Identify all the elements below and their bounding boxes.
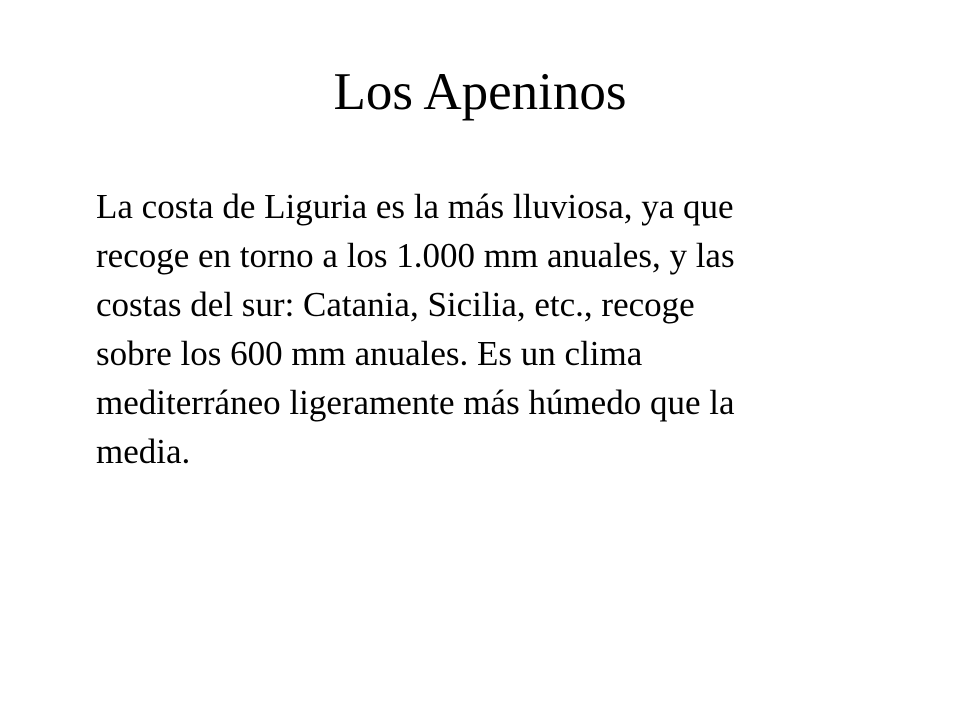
body-line: media. [96, 432, 191, 471]
slide-body-text [96, 182, 896, 476]
slide-title: Los Apeninos [333, 63, 627, 121]
body-line: sobre los 600 mm anuales. Es un clima [96, 334, 643, 373]
body-line: La costa de Liguria es la más lluviosa, ya que [96, 187, 734, 226]
body-line: recoge en torno a los 1.000 mm anuales, y las [96, 236, 735, 275]
body-line: mediterráneo ligeramente más húmedo que la [96, 383, 735, 422]
body-line: costas del sur: Catania, Sicilia, etc., recoge [96, 285, 695, 324]
